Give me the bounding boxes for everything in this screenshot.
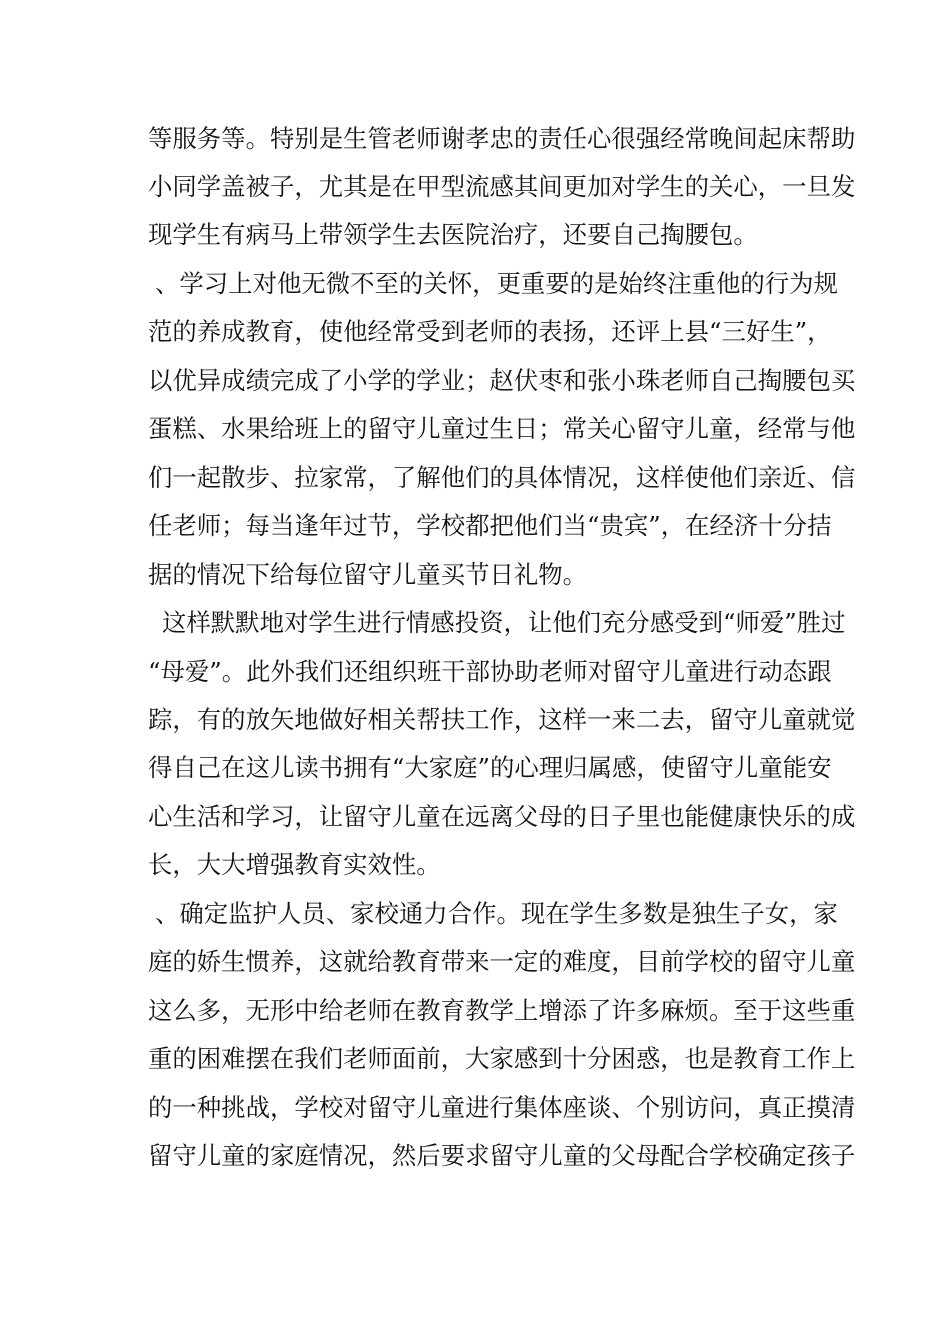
text-line: 范的养成教育，使他经常受到老师的表扬，还评上县“三好生”， <box>148 317 832 346</box>
text-line: “母爱”。此外我们还组织班干部协助老师对留守儿童进行动态跟 <box>148 657 832 686</box>
text-line: 据的情况下给每位留守儿童买节日礼物。 <box>148 560 588 589</box>
text-line: 这样默默地对学生进行情感投资，让他们充分感受到“师爱”胜过 <box>162 608 846 637</box>
text-line: 等服务等。特别是生管老师谢孝忠的责任心很强经常晚间起床帮助 <box>148 124 856 153</box>
text-line: 得自己在这儿读书拥有“大家庭”的心理归属感，使留守儿童能安 <box>148 753 832 782</box>
text-line: 长，大大增强教育实效性。 <box>148 850 441 879</box>
text-line: 留守儿童的家庭情况，然后要求留守儿童的父母配合学校确定孩子 <box>148 1141 856 1170</box>
text-line: 、学习上对他无微不至的关怀，更重要的是始终注重他的行为规 <box>155 269 838 298</box>
text-line: 现学生有病马上带领学生去医院治疗，还要自己掏腰包。 <box>148 220 758 249</box>
text-line: 以优异成绩完成了小学的学业；赵伏枣和张小珠老师自己掏腰包买 <box>148 366 856 395</box>
text-line: 这么多，无形中给老师在教育教学上增添了许多麻烦。至于这些重 <box>148 996 856 1025</box>
text-line: 小同学盖被子，尤其是在甲型流感其间更加对学生的关心，一旦发 <box>148 172 856 201</box>
text-line: 重的困难摆在我们老师面前，大家感到十分困惑，也是教育工作上 <box>148 1044 856 1073</box>
text-line: 蛋糕、水果给班上的留守儿童过生日；常关心留守儿童，经常与他 <box>148 414 856 443</box>
text-line: 踪，有的放矢地做好相关帮扶工作，这样一来二去，留守儿童就觉 <box>148 705 856 734</box>
text-line: 的一种挑战，学校对留守儿童进行集体座谈、个别访问，真正摸清 <box>148 1093 856 1122</box>
text-line: 、确定监护人员、家校通力合作。现在学生多数是独生子女，家 <box>155 899 838 928</box>
text-line: 心生活和学习，让留守儿童在远离父母的日子里也能健康快乐的成 <box>148 802 856 831</box>
text-line: 任老师；每当逢年过节，学校都把他们当“贵宾”，在经济十分拮 <box>148 511 832 540</box>
text-line: 庭的娇生惯养，这就给教育带来一定的难度，目前学校的留守儿童 <box>148 947 856 976</box>
text-line: 们一起散步、拉家常，了解他们的具体情况，这样使他们亲近、信 <box>148 463 856 492</box>
